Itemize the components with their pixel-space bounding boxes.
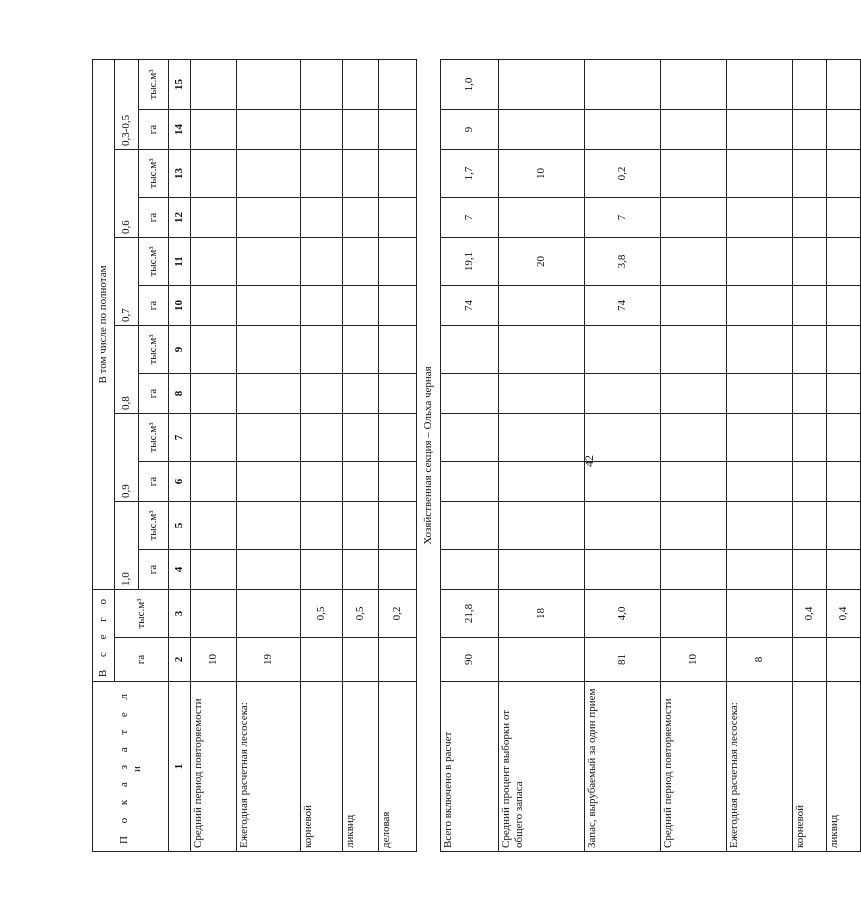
cell-value <box>379 150 417 198</box>
row-label: корневой <box>301 682 343 852</box>
cell-value <box>661 59 727 109</box>
cell-value <box>191 462 237 502</box>
cell-value: 4,0 <box>585 590 661 638</box>
cell-value: 0,2 <box>585 150 661 198</box>
cell-value <box>237 550 301 590</box>
cell-value <box>237 462 301 502</box>
cell-value <box>301 110 343 150</box>
cell-value <box>793 198 827 238</box>
cell-value <box>343 150 379 198</box>
column-number: 12 <box>169 198 191 238</box>
cell-value <box>343 462 379 502</box>
row-label: Средний период повторяемости <box>191 682 237 852</box>
column-number: 6 <box>169 462 191 502</box>
unit-m3: тыс.м³ <box>139 59 169 109</box>
cell-value <box>237 590 301 638</box>
cell-value: 7 <box>585 198 661 238</box>
page-number: 42 <box>582 455 596 467</box>
cell-value <box>827 414 861 462</box>
unit-m3: тыс.м³ <box>139 502 169 550</box>
row-label: Средний процент выборки от общего запаса <box>499 682 585 852</box>
cell-value <box>727 238 793 286</box>
cell-value: 7 <box>441 198 499 238</box>
cell-value <box>661 238 727 286</box>
cell-value <box>343 414 379 462</box>
cell-value <box>793 238 827 286</box>
cell-value <box>499 326 585 374</box>
density-header: 1,0 <box>115 502 139 590</box>
column-number: 13 <box>169 150 191 198</box>
cell-value: 10 <box>191 638 237 682</box>
unit-ha: га <box>139 462 169 502</box>
cell-value <box>727 110 793 150</box>
cell-value <box>827 150 861 198</box>
cell-value <box>191 326 237 374</box>
cell-value <box>499 374 585 414</box>
cell-value <box>793 550 827 590</box>
cell-value <box>727 374 793 414</box>
cell-value <box>793 414 827 462</box>
unit-m3: тыс.м³ <box>139 414 169 462</box>
cell-value <box>191 550 237 590</box>
cell-value <box>827 374 861 414</box>
cell-value: 0,2 <box>379 590 417 638</box>
cell-value: 18 <box>499 590 585 638</box>
cell-value <box>827 198 861 238</box>
column-number: 3 <box>169 590 191 638</box>
cell-value <box>343 326 379 374</box>
unit-ha: га <box>139 550 169 590</box>
table-row <box>727 59 793 851</box>
cell-value <box>301 550 343 590</box>
cell-value <box>343 238 379 286</box>
cell-value <box>661 414 727 462</box>
cell-value <box>379 414 417 462</box>
cell-value <box>727 414 793 462</box>
cell-value <box>301 638 343 682</box>
cell-value: 3,8 <box>585 238 661 286</box>
cell-value <box>191 238 237 286</box>
cell-value <box>793 502 827 550</box>
table-row <box>661 59 727 851</box>
cell-value <box>585 326 661 374</box>
column-number: 5 <box>169 502 191 550</box>
cell-value <box>379 462 417 502</box>
cell-value: 74 <box>441 286 499 326</box>
cell-value <box>237 238 301 286</box>
cell-value: 9 <box>441 110 499 150</box>
unit-m3: тыс.м³ <box>139 238 169 286</box>
column-number: 15 <box>169 59 191 109</box>
column-number: 7 <box>169 414 191 462</box>
table-row <box>191 59 237 851</box>
cell-value <box>827 502 861 550</box>
cell-value <box>827 59 861 109</box>
cell-value <box>237 502 301 550</box>
table-row <box>441 59 499 851</box>
cell-value <box>301 238 343 286</box>
cell-value <box>301 59 343 109</box>
cell-value: 90 <box>441 638 499 682</box>
cell-value <box>237 414 301 462</box>
cell-value <box>441 414 499 462</box>
cell-value <box>661 110 727 150</box>
cell-value <box>343 110 379 150</box>
cell-value <box>661 150 727 198</box>
table-row <box>301 59 343 851</box>
unit-ha: га <box>139 110 169 150</box>
column-number: 11 <box>169 238 191 286</box>
cell-value <box>441 462 499 502</box>
cell-value <box>343 59 379 109</box>
cell-value <box>727 286 793 326</box>
cell-value: 19,1 <box>441 238 499 286</box>
cell-value <box>661 462 727 502</box>
cell-value <box>793 638 827 682</box>
cell-value <box>379 59 417 109</box>
cell-value <box>499 502 585 550</box>
table-row <box>793 59 827 851</box>
cell-value: 10 <box>661 638 727 682</box>
cell-value <box>661 590 727 638</box>
cell-value <box>301 286 343 326</box>
row-label: Всего включено в расчет <box>441 682 499 852</box>
cell-value <box>379 502 417 550</box>
row-label: Средний период повторяемости <box>661 682 727 852</box>
cell-value <box>793 286 827 326</box>
cell-value <box>191 590 237 638</box>
cell-value <box>499 59 585 109</box>
cell-value <box>727 150 793 198</box>
cell-value <box>827 462 861 502</box>
cell-value <box>793 150 827 198</box>
cell-value <box>301 462 343 502</box>
table-row <box>379 59 417 851</box>
cell-value: 1,7 <box>441 150 499 198</box>
cell-value <box>237 198 301 238</box>
density-header: 0,7 <box>115 238 139 326</box>
cell-value <box>379 326 417 374</box>
cell-value <box>191 150 237 198</box>
cell-value <box>237 110 301 150</box>
cell-value <box>827 110 861 150</box>
cell-value <box>661 326 727 374</box>
cell-value <box>237 59 301 109</box>
cell-value <box>191 198 237 238</box>
cell-value: 0,4 <box>827 590 861 638</box>
cell-value <box>727 590 793 638</box>
cell-value <box>827 326 861 374</box>
forest-cut-table <box>92 59 861 852</box>
cell-value <box>301 198 343 238</box>
cell-value <box>343 502 379 550</box>
cell-value <box>191 414 237 462</box>
header-in-density: В том числе по полнотам <box>93 59 115 589</box>
cell-value <box>301 414 343 462</box>
cell-value: 0,5 <box>301 590 343 638</box>
cell-value <box>661 286 727 326</box>
column-number: 10 <box>169 286 191 326</box>
cell-value <box>727 462 793 502</box>
cell-value <box>379 198 417 238</box>
header-total-m3: тыс.м³ <box>115 590 169 638</box>
cell-value <box>441 374 499 414</box>
cell-value <box>727 326 793 374</box>
cell-value: 81 <box>585 638 661 682</box>
cell-value <box>237 286 301 326</box>
cell-value <box>727 59 793 109</box>
cell-value <box>191 286 237 326</box>
cell-value <box>827 550 861 590</box>
column-number: 8 <box>169 374 191 414</box>
cell-value <box>499 462 585 502</box>
cell-value <box>499 550 585 590</box>
table-row <box>827 59 861 851</box>
column-number: 9 <box>169 326 191 374</box>
unit-m3: тыс.м³ <box>139 150 169 198</box>
cell-value <box>191 59 237 109</box>
cell-value <box>585 502 661 550</box>
cell-value <box>379 238 417 286</box>
unit-ha: га <box>139 198 169 238</box>
cell-value <box>499 110 585 150</box>
table-row <box>237 59 301 851</box>
cell-value <box>827 638 861 682</box>
cell-value <box>343 286 379 326</box>
density-header: 0,3-0,5 <box>115 59 139 149</box>
cell-value <box>661 374 727 414</box>
cell-value <box>727 502 793 550</box>
cell-value <box>585 374 661 414</box>
section-title: Хозяйственная секция – Ольха черная <box>417 59 441 851</box>
cell-value <box>499 414 585 462</box>
cell-value <box>379 110 417 150</box>
cell-value <box>191 502 237 550</box>
cell-value: 20 <box>499 238 585 286</box>
cell-value <box>379 286 417 326</box>
density-header: 0,8 <box>115 326 139 414</box>
cell-value <box>301 502 343 550</box>
table-row <box>343 59 379 851</box>
header-total: В с е г о <box>93 590 115 682</box>
density-header: 0,9 <box>115 414 139 502</box>
cell-value: 19 <box>237 638 301 682</box>
row-label: корневой <box>793 682 827 852</box>
cell-value <box>661 502 727 550</box>
row-label: Запас, вырубаемый за один прием <box>585 682 661 852</box>
cell-value <box>793 326 827 374</box>
cell-value <box>441 550 499 590</box>
cell-value: 1,0 <box>441 59 499 109</box>
header-indicators: П о к а з а т е л и <box>93 682 169 852</box>
cell-value <box>793 59 827 109</box>
density-header: 0,6 <box>115 150 139 238</box>
row-label: ликвид <box>827 682 861 852</box>
column-number: 4 <box>169 550 191 590</box>
cell-value <box>585 550 661 590</box>
cell-value <box>585 59 661 109</box>
cell-value <box>301 326 343 374</box>
row-label: ликвид <box>343 682 379 852</box>
cell-value <box>661 198 727 238</box>
cell-value <box>301 374 343 414</box>
cell-value <box>499 638 585 682</box>
cell-value <box>379 638 417 682</box>
column-number: 1 <box>169 682 191 852</box>
column-number: 14 <box>169 110 191 150</box>
cell-value <box>343 374 379 414</box>
cell-value <box>827 238 861 286</box>
row-label: Ежегодная расчетная лесосека: <box>727 682 793 852</box>
cell-value <box>379 550 417 590</box>
cell-value <box>379 374 417 414</box>
cell-value <box>343 550 379 590</box>
cell-value <box>343 198 379 238</box>
cell-value <box>499 286 585 326</box>
cell-value <box>793 374 827 414</box>
row-label: Ежегодная расчетная лесосека: <box>237 682 301 852</box>
cell-value <box>343 638 379 682</box>
cell-value: 0,5 <box>343 590 379 638</box>
unit-m3: тыс.м³ <box>139 326 169 374</box>
cell-value <box>727 550 793 590</box>
cell-value <box>191 374 237 414</box>
cell-value <box>661 550 727 590</box>
cell-value <box>441 502 499 550</box>
cell-value <box>793 462 827 502</box>
cell-value <box>237 150 301 198</box>
unit-ha: га <box>139 286 169 326</box>
cell-value <box>727 198 793 238</box>
cell-value: 8 <box>727 638 793 682</box>
cell-value: 21,8 <box>441 590 499 638</box>
table-row <box>499 59 585 851</box>
cell-value: 74 <box>585 286 661 326</box>
cell-value <box>237 374 301 414</box>
cell-value <box>237 326 301 374</box>
cell-value <box>301 150 343 198</box>
cell-value <box>441 326 499 374</box>
cell-value: 10 <box>499 150 585 198</box>
cell-value <box>191 110 237 150</box>
cell-value <box>585 110 661 150</box>
column-number: 2 <box>169 638 191 682</box>
cell-value <box>499 198 585 238</box>
unit-ha: га <box>139 374 169 414</box>
cell-value <box>827 286 861 326</box>
header-total-ha: га <box>115 638 169 682</box>
cell-value: 0,4 <box>793 590 827 638</box>
row-label: деловая <box>379 682 417 852</box>
cell-value <box>793 110 827 150</box>
